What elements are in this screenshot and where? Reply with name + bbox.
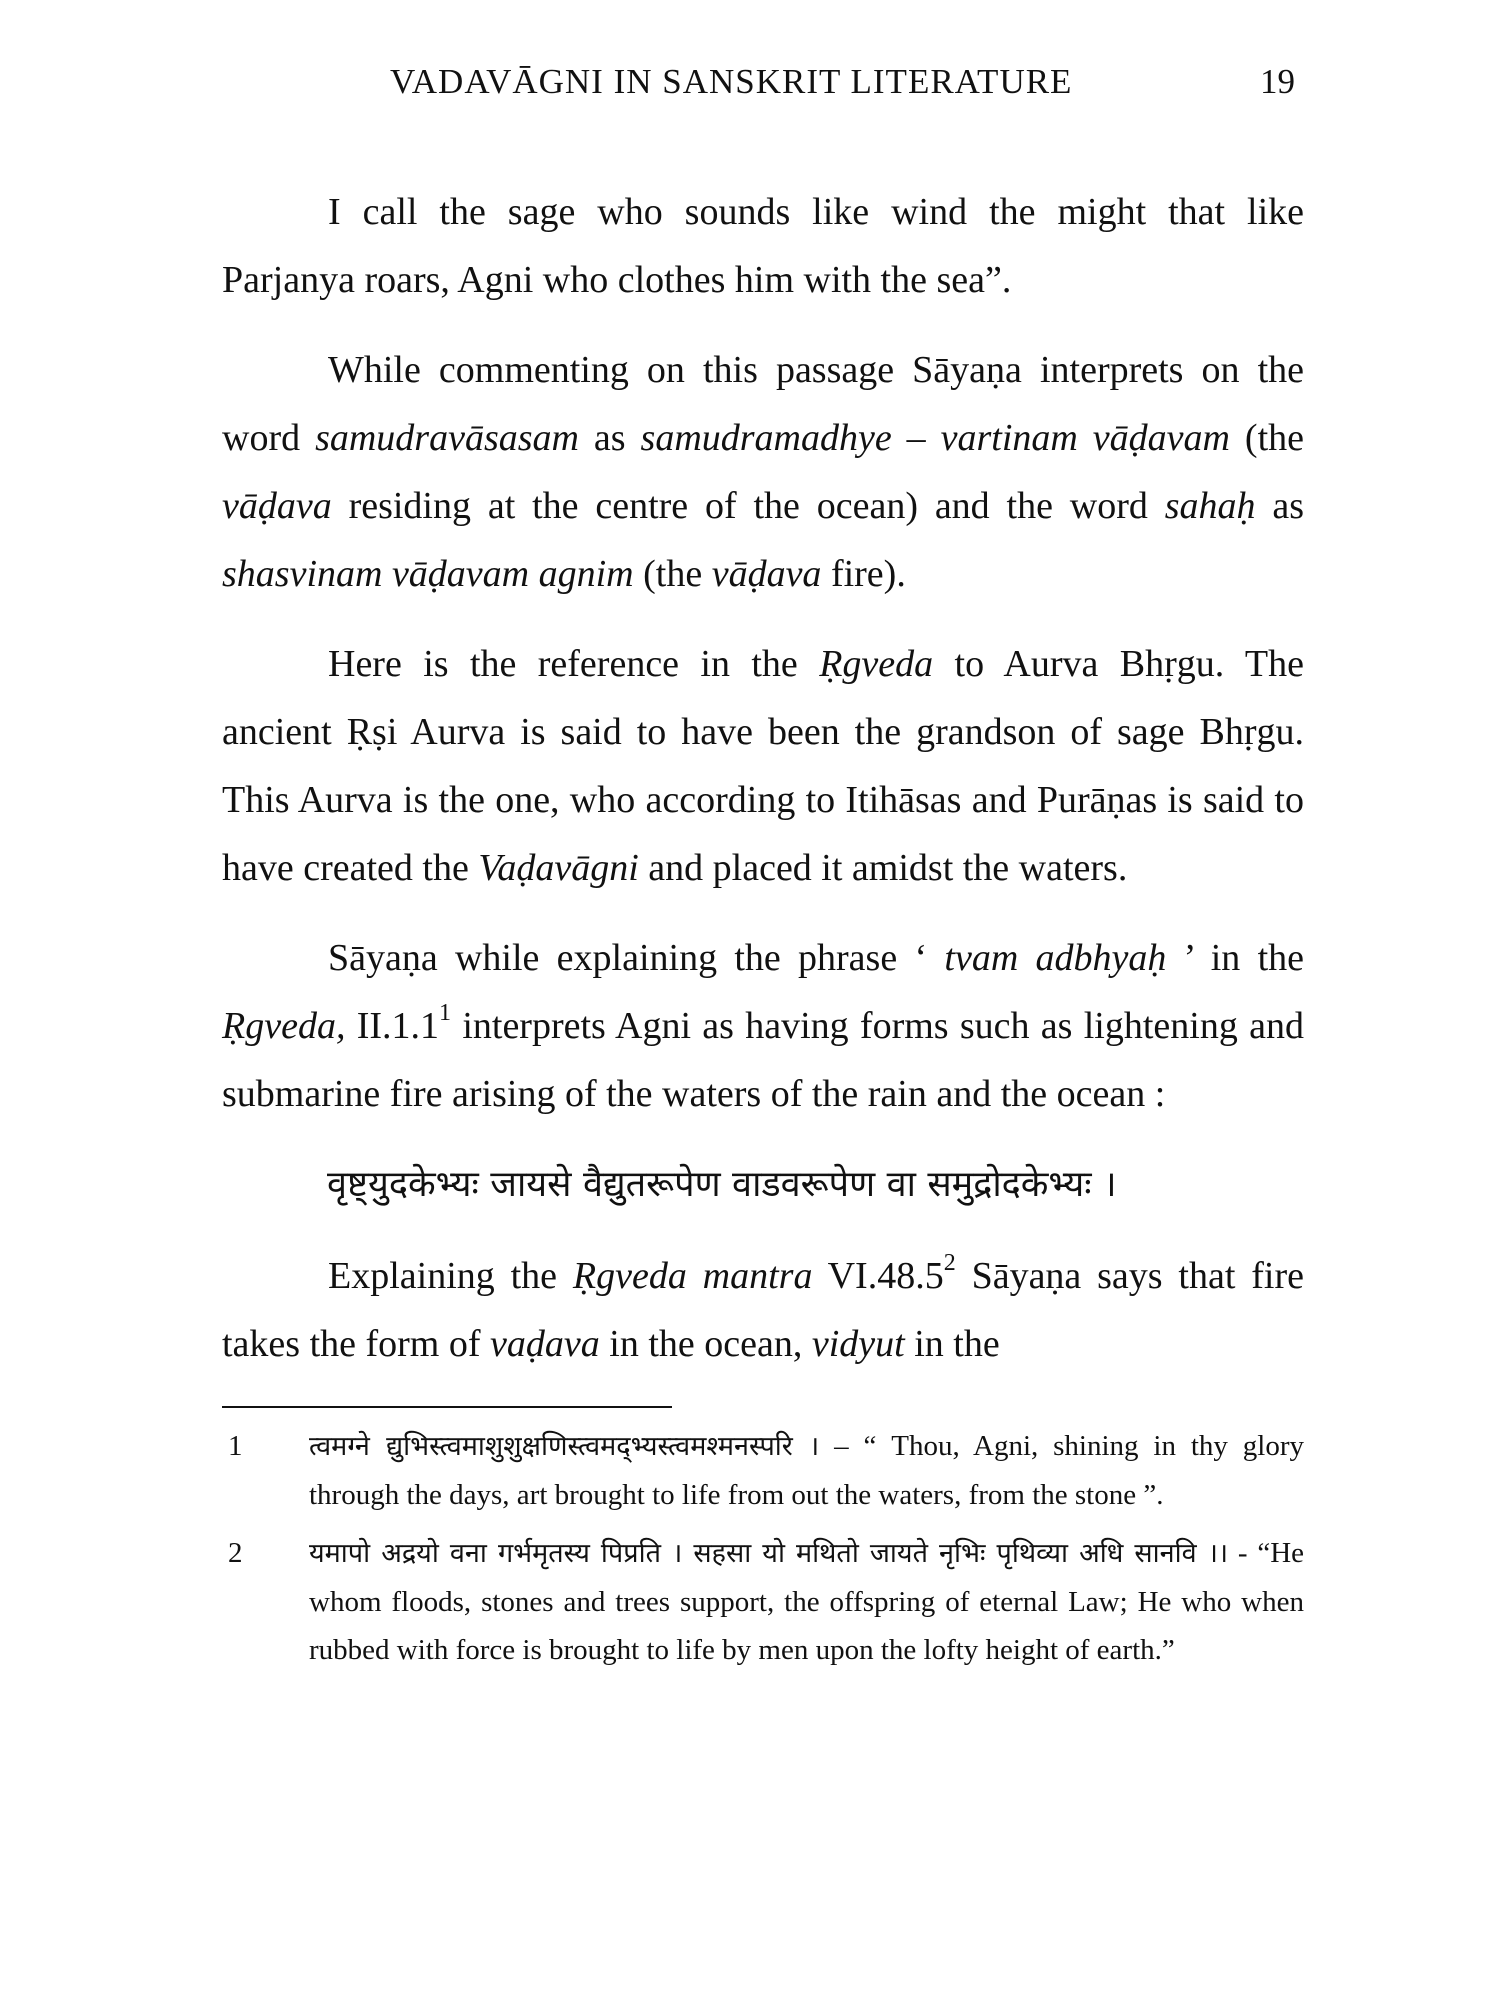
text-run: (the	[1229, 417, 1304, 459]
italic-term: tvam adbhyaḥ	[944, 937, 1167, 979]
text-run: as	[578, 417, 641, 459]
footnote-translation: – “ Thou, Agni, shining in thy glory through the days, art brought to life from out the waters, from the stone ”.	[309, 1430, 1304, 1511]
footnote-ref-2[interactable]: 2	[943, 1250, 956, 1277]
text-run: fire).	[821, 553, 906, 595]
paragraph-tvam-adbhyah	[222, 924, 1304, 1128]
text-run: as	[1255, 485, 1304, 527]
text-run: ’ in the	[1166, 937, 1304, 979]
footnote-2	[222, 1529, 1304, 1674]
text-run: residing at the centre of the ocean) and the word	[331, 485, 1165, 527]
footnote-1	[222, 1422, 1304, 1519]
paragraph-rgveda-mantra	[222, 1242, 1304, 1378]
text-run: in the	[904, 1323, 1000, 1365]
footnote-ref-1[interactable]: 1	[439, 1000, 452, 1027]
paragraph-sayana-commentary	[222, 336, 1304, 608]
page-header	[0, 62, 1500, 112]
italic-term: samudramadhye – vartinam vāḍavam	[640, 417, 1230, 459]
italic-term: Ṛgveda,	[222, 1005, 346, 1047]
text-run: II.1.1	[345, 1005, 440, 1047]
italic-term: vaḍava	[490, 1323, 600, 1365]
text-run: Sāyaṇa while explaining the phrase ‘	[328, 937, 945, 979]
italic-term: samudravāsasam	[315, 417, 579, 459]
text-run: interprets Agni as having forms such as lightening and submarine fire arising of the waters of the rain and the ocean :	[222, 1005, 1304, 1115]
footnote-translation: - “He whom floods, stones and trees support, the offspring of eternal Law; He who when rubbed with force is brought to life by men upon the lofty height of earth.”	[309, 1537, 1305, 1666]
italic-term: Vaḍavāgni	[478, 847, 639, 889]
text-run: (the	[633, 553, 712, 595]
paragraph-aurva-bhrgu	[222, 630, 1304, 902]
italic-term: Ṛgveda mantra	[572, 1255, 813, 1297]
italic-term: shasvinam vāḍavam agnim	[222, 553, 634, 595]
footnote-sanskrit: यमापो अद्रयो वना गर्भमृतस्य पिप्रति । सहसा यो मथितो जायते नृभिः पृथिव्या अधि सानवि ।।	[309, 1538, 1229, 1569]
text-run: Sāyaṇa says that fire takes the form of	[222, 1255, 1304, 1365]
page-body	[222, 178, 1304, 1684]
footnote-number: 1	[228, 1430, 243, 1462]
italic-term: sahaḥ	[1164, 485, 1256, 527]
italic-term: vidyut	[811, 1323, 905, 1365]
text-run: VI.48.5	[812, 1255, 944, 1297]
text-run: Here is the reference in the	[328, 643, 820, 685]
text-run: and placed it amidst the waters.	[638, 847, 1128, 889]
paragraph-quote-end: I call the sage who sounds like wind the might that like Parjanya roars, Agni who clothes him with the sea”.	[222, 191, 1304, 301]
italic-term: Ṛgveda	[819, 643, 934, 685]
footnote-divider	[222, 1406, 672, 1408]
page-number: 19	[1260, 62, 1295, 101]
running-title: VADAVĀGNI IN SANSKRIT LITERATURE	[390, 62, 1073, 101]
text-run: in the ocean,	[599, 1323, 812, 1365]
footnote-number: 2	[228, 1537, 243, 1569]
text-run: Explaining the	[328, 1255, 573, 1297]
sanskrit-quotation: वृष्ट्युदकेभ्यः जायसे वैद्युतरूपेण वाडवरूपेण वा समुद्रोदकेभ्यः ।	[327, 1164, 1117, 1205]
text-run: While commenting on this passage Sāyaṇa interprets on the word	[222, 349, 1304, 459]
italic-term: vāḍava	[711, 553, 822, 595]
text-run: to Aurva Bhṛgu. The ancient Ṛṣi Aurva is said to have been the grandson of sage Bhṛgu. This Aurva is the one, who according to Itihāsas and Purāṇas is said to have created the	[222, 643, 1304, 889]
footnote-sanskrit: त्वमग्ने द्युभिस्त्वमाशुशुक्षणिस्त्वमद्भ्यस्त्वमश्मनस्परि ।	[309, 1431, 820, 1462]
italic-term: vāḍava	[222, 485, 332, 527]
